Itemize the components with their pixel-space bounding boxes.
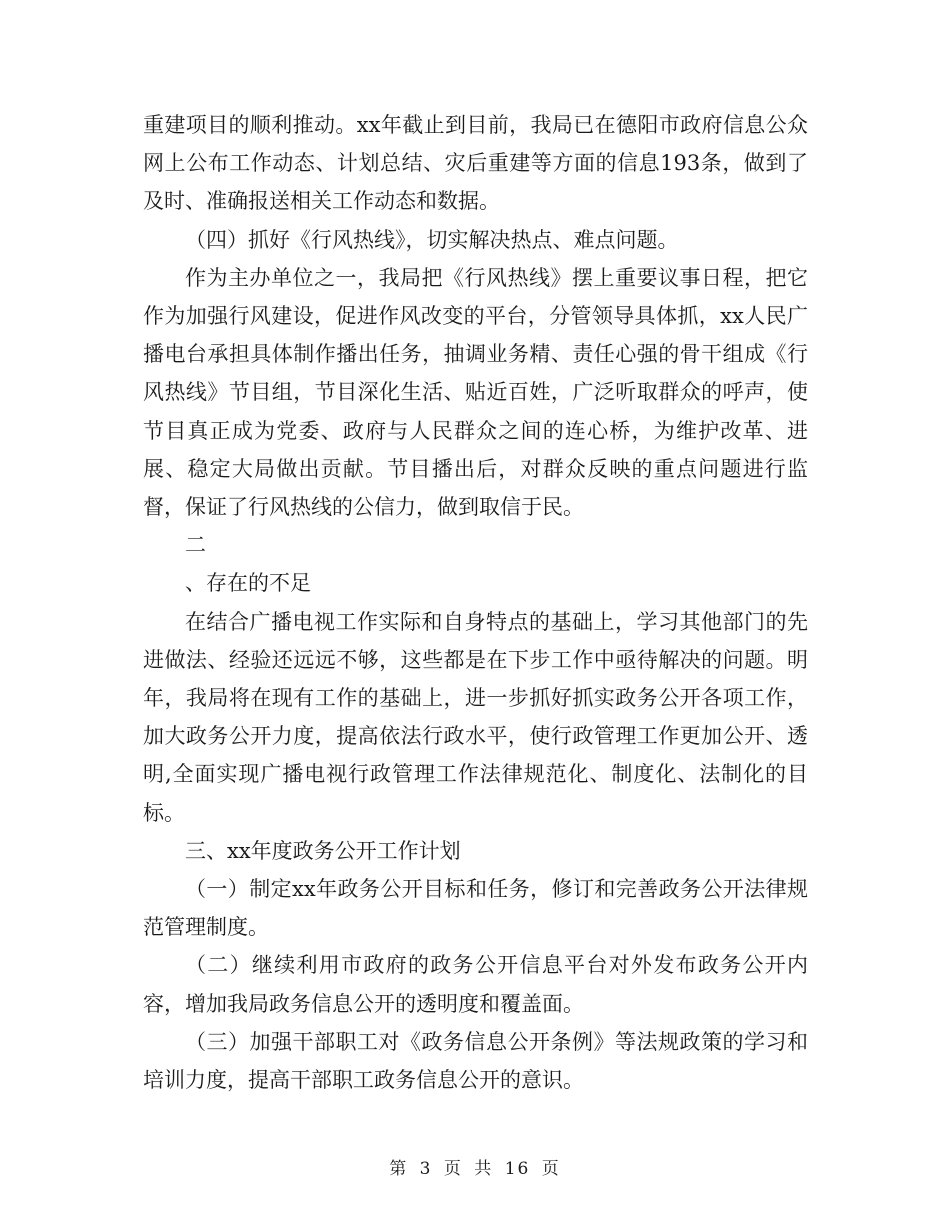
footer-current-page: 3: [419, 1159, 433, 1179]
paragraph-10: （三）加强干部职工对《政务信息公开条例》等法规政策的学习和培训力度，提高干部职工政务信息公开的意识。: [143, 1029, 808, 1093]
paragraph-5-section-title: 、存在的不足: [185, 571, 311, 596]
paragraph-3: 作为主办单位之一，我局把《行风热线》摆上重要议事日程，把它作为加强行风建设，促进作风改变的平台，分管领导具体抓，xx人民广播电台承担具体制作播出任务，抽调业务精、责任心强的骨干组成《行风热线》节目组，节目深化生活、贴近百姓，广泛听取群众的呼声，使节目真正成为党委、政府与人民群众之间的连心桥，为维护改革、进展、稳定大局做出贡献。节目播出后，对群众反映的重点问题进行监督，保证了行风热线的公信力，做到取信于民。: [143, 265, 808, 520]
footer-label-total-unit: 页: [541, 1159, 561, 1179]
paragraph-2-heading: （四）抓好《行风热线》，切实解决热点、难点问题。: [185, 227, 679, 252]
footer-total-pages: 16: [504, 1159, 531, 1179]
footer-label-page: 第: [389, 1159, 409, 1179]
page-footer: [0, 1154, 950, 1179]
paragraph-6: 在结合广播电视工作实际和自身特点的基础上，学习其他部门的先进做法、经验还远远不够，这些都是在下步工作中亟待解决的问题。明年，我局将在现有工作的基础上，进一步抓好抓实政务公开各项工作，加大政务公开力度，提高依法行政水平，使行政管理工作更加公开、透明,全面实现广播电视行政管理工作法律规范化、制度化、法制化的目标。: [143, 609, 808, 825]
paragraph-8: （一）制定xx年政务公开目标和任务，修订和完善政务公开法律规范管理制度。: [143, 877, 808, 940]
paragraph-4-section-number: 二: [185, 533, 206, 558]
footer-label-page-unit: 页: [443, 1159, 463, 1179]
paragraph-7-section-title: 三、xx年度政务公开工作计划: [185, 838, 461, 863]
paragraph-9: （二）继续利用市政府的政务公开信息平台对外发布政务公开内容，增加我局政务信息公开的透明度和覆盖面。: [143, 953, 808, 1016]
document-body: [143, 106, 808, 1099]
footer-label-total: 共: [474, 1159, 494, 1179]
paragraph-1: 重建项目的顺利推动。xx年截止到目前，我局已在德阳市政府信息公众网上公布工作动态、计划总结、灾后重建等方面的信息193条，做到了及时、准确报送相关工作动态和数据。: [143, 113, 808, 214]
